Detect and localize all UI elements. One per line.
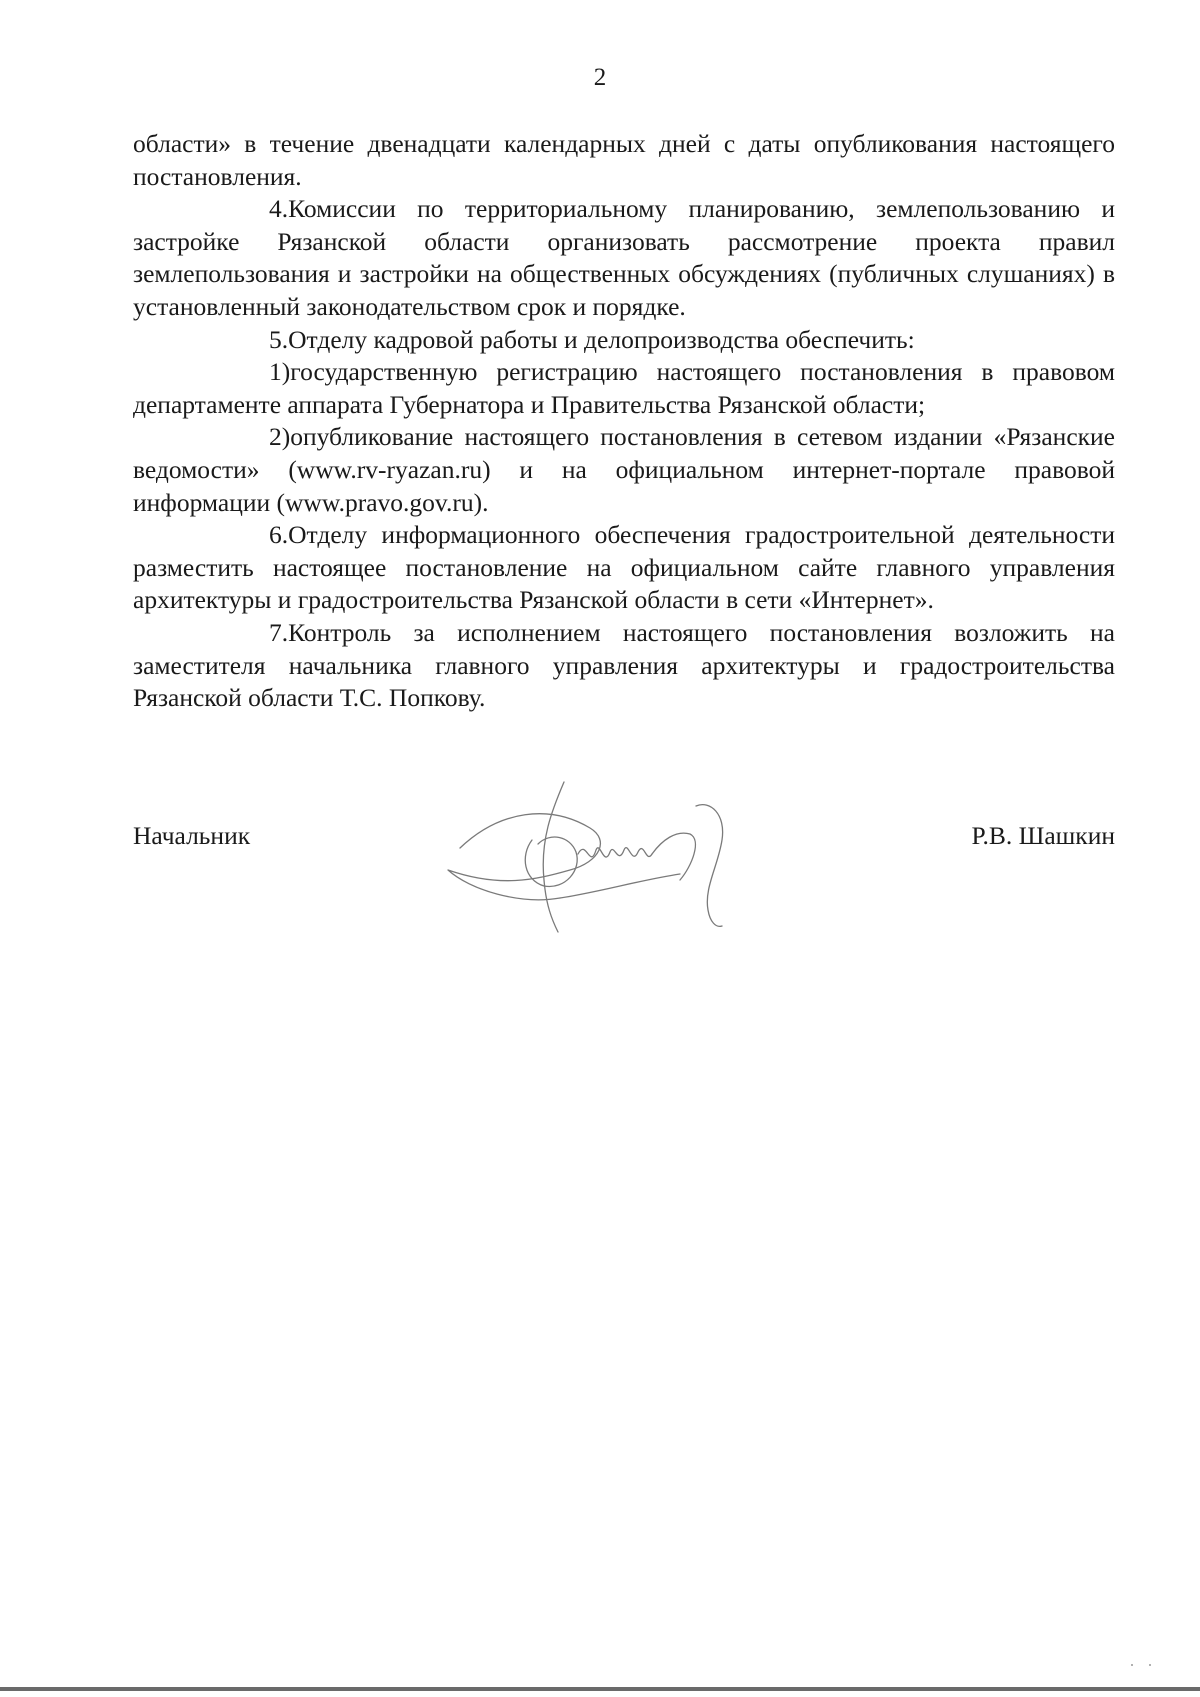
- paragraph-item-6: [133, 519, 1115, 617]
- item-number: 4.: [269, 194, 289, 224]
- item-number: 1): [269, 357, 291, 387]
- paragraph-text: Комиссии по территориальному планированию, землепользованию и застройке Рязанской области организовать рассмотрение проекта правил землепользования и застройки на общественных обсуждениях (публичных слушаниях) в установленный законодательством срок и порядке.: [133, 194, 1115, 321]
- scan-artifact-dots: [1128, 1662, 1158, 1668]
- paragraph-text: опубликование настоящего постановления в сетевом издании «Рязанские ведомости» (www.rv-ryazan.ru) и на официальном интернет-портале правовой информации (www.pravo.gov.ru).: [133, 422, 1115, 517]
- paragraph-text: Контроль за исполнением настоящего постановления возложить на заместителя начальника главного управления архитектуры и градостроительства Рязанской области Т.С. Попкову.: [133, 617, 1115, 713]
- paragraph-continuation: [133, 128, 1115, 193]
- paragraph-text: области» в течение двенадцати календарных дней с даты опубликования настоящего постановления.: [133, 129, 1115, 191]
- paragraph-text: государственную регистрацию настоящего постановления в правовом департаменте аппарата Губернатора и Правительства Рязанской области;: [133, 357, 1115, 419]
- paragraph-text: Отделу информационного обеспечения градостроительной деятельности разместить настоящее постановление на официальном сайте главного управления архитектуры и градостроительства Рязанской области в сети «Интернет».: [133, 520, 1115, 615]
- item-number: 2): [269, 422, 291, 452]
- document-body: [133, 128, 1115, 715]
- page-number: 2: [593, 64, 607, 91]
- paragraph-item-7: [133, 617, 1115, 715]
- item-number: 6.: [269, 520, 289, 550]
- scan-bottom-edge: [0, 1687, 1200, 1691]
- signature-block: [133, 820, 1115, 860]
- item-number: 5.: [269, 324, 289, 354]
- signatory-name: Р.В. Шашкин: [971, 821, 1115, 850]
- paragraph-subitem-1: [133, 356, 1115, 421]
- paragraph-item-5: [133, 324, 1115, 357]
- item-number: 7.: [269, 617, 289, 647]
- paragraph-subitem-2: [133, 421, 1115, 519]
- paragraph-text: Отделу кадровой работы и делопроизводства обеспечить:: [288, 324, 915, 354]
- signatory-position: Начальник: [133, 821, 251, 850]
- paragraph-item-4: [133, 193, 1115, 323]
